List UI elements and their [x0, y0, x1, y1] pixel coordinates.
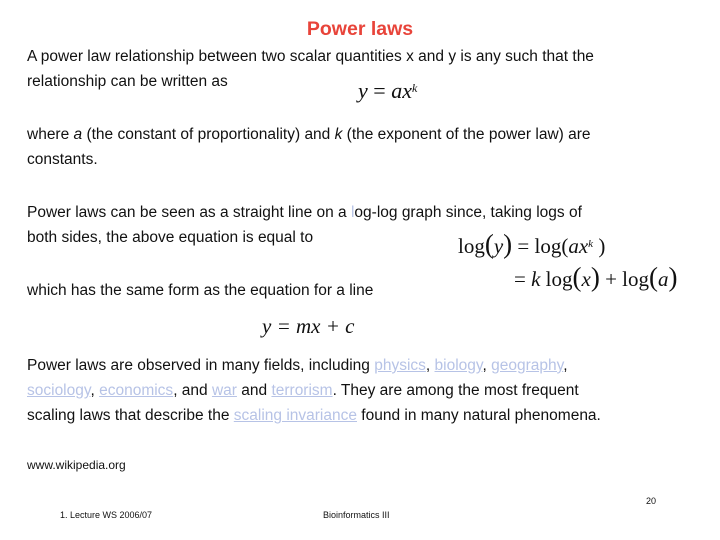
eq2-equals: = [514, 267, 532, 291]
fields-sep-4: , [90, 382, 100, 399]
eq2-plus-log: + log [599, 267, 650, 291]
constant-a: a [73, 126, 83, 143]
eq1-base: ax [391, 78, 412, 103]
link-economics[interactable]: economics [99, 382, 174, 399]
eq2-mid: = log( [512, 234, 569, 258]
constants-paragraph [27, 122, 591, 172]
eq2-ax: ax [568, 234, 589, 258]
eq2-paren-open-3: ( [649, 262, 659, 292]
log-equation-line-2 [514, 262, 678, 293]
loglog-highlight: l [350, 204, 355, 221]
loglog-line-2: both sides, the above equation is equal to [27, 229, 314, 246]
link-biology[interactable]: biology [434, 357, 483, 374]
eq1-exponent: k [411, 81, 418, 95]
eq2-y: y [493, 234, 504, 258]
source-url: www.wikipedia.org [27, 458, 126, 472]
constants-line-2: constants. [27, 151, 98, 168]
fields-line-1 [27, 353, 601, 378]
eq2-paren-close-1: ) [503, 229, 513, 259]
eq2-paren-open-2: ( [572, 262, 582, 292]
eq1-lhs: y [358, 78, 368, 103]
eq2-exp-k: k [588, 238, 594, 250]
constant-k: k [334, 126, 343, 143]
link-war[interactable]: war [211, 382, 237, 399]
fields-sep-1: , [425, 357, 435, 374]
intro-line-1: A power law relationship between two scalar quantities x and y is any such that the [27, 48, 594, 65]
same-form-text: which has the same form as the equation for a line [27, 282, 374, 299]
loglog-text-1: Power laws can be seen as a straight line on a [27, 204, 351, 221]
loglog-text-2: og-log graph since, taking logs of [354, 204, 582, 221]
eq2-k: k [531, 267, 541, 291]
eq2-paren-close-2: ) [590, 262, 600, 292]
eq1-equals: = [367, 78, 392, 103]
constants-text-1: where [27, 126, 74, 143]
link-physics[interactable]: physics [374, 357, 426, 374]
loglog-line-1 [27, 200, 582, 225]
eq2-close: ) [593, 234, 606, 258]
fields-paragraph [27, 353, 601, 428]
eq2-paren-close-3: ) [668, 262, 678, 292]
eq2-x: x [581, 267, 591, 291]
fields-text-6: found in many natural phenomena. [357, 407, 601, 424]
fields-sep-2: , [482, 357, 492, 374]
fields-sep-3: , [563, 357, 568, 374]
link-terrorism[interactable]: terrorism [271, 382, 333, 399]
link-scaling-invariance[interactable]: scaling invariance [233, 407, 357, 424]
fields-text-2: , and [173, 382, 212, 399]
intro-paragraph [27, 44, 594, 94]
log-equation-line-1 [458, 229, 605, 260]
eq2-paren-open-1: ( [484, 229, 494, 259]
eq2-a: a [658, 267, 669, 291]
fields-text-3: and [236, 382, 272, 399]
eq2-log-x: log [540, 267, 573, 291]
fields-line-3 [27, 403, 601, 428]
fields-text-1: Power laws are observed in many fields, including [27, 357, 375, 374]
fields-text-4: . They are among the most frequent [332, 382, 579, 399]
intro-line-2: relationship can be written as [27, 73, 228, 90]
fields-text-5: scaling laws that describe the [27, 407, 234, 424]
constants-text-2: (the constant of proportionality) and [82, 126, 335, 143]
constants-line-1 [27, 122, 591, 147]
constants-text-3: (the exponent of the power law) are [342, 126, 591, 143]
eq2-log: log [458, 234, 485, 258]
power-law-equation [358, 78, 417, 104]
slide-title: Power laws [306, 18, 414, 40]
line-equation: y = mx + c [262, 314, 355, 338]
link-sociology[interactable]: sociology [27, 382, 91, 399]
fields-line-2 [27, 378, 601, 403]
footer-page-number: 20 [646, 496, 657, 506]
footer-lecture: 1. Lecture WS 2006/07 [60, 510, 153, 520]
link-geography[interactable]: geography [491, 357, 564, 374]
footer-course: Bioinformatics III [323, 510, 390, 520]
